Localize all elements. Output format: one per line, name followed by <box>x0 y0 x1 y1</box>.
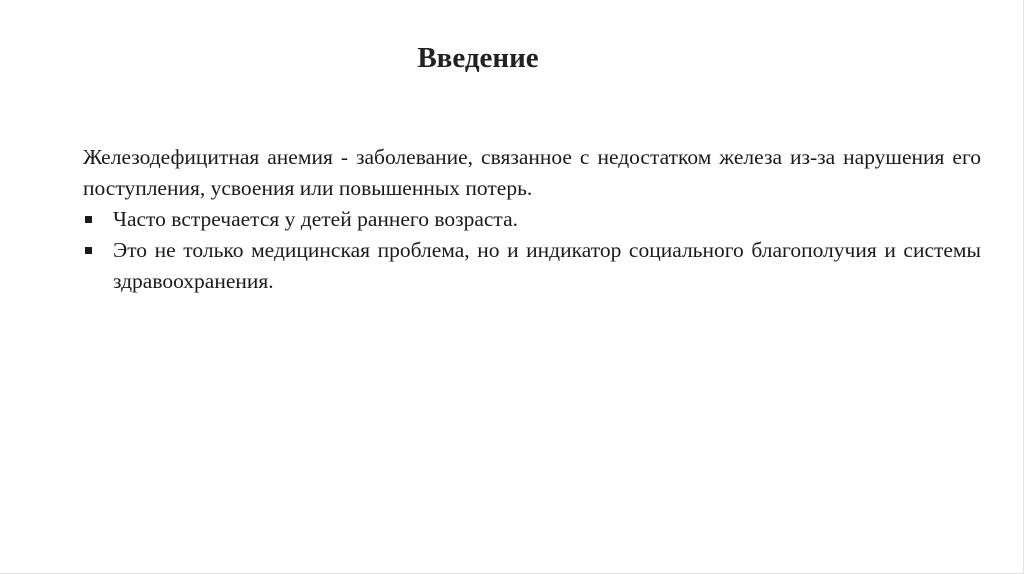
bullet-text: Часто встречается у детей раннего возраста. <box>113 207 518 231</box>
bullet-text: Это не только медицинская проблема, но и индикатор социального благополучия и системы здравоохранения. <box>113 238 981 293</box>
bullet-list <box>83 204 981 297</box>
slide-body <box>83 142 981 297</box>
square-bullet-icon <box>85 247 92 254</box>
square-bullet-icon <box>85 216 92 223</box>
bullet-item <box>83 235 981 297</box>
intro-paragraph: Железодефицитная анемия - заболевание, связанное с недостатком железа из-за нарушения его поступления, усвоения или повышенных потерь. <box>83 145 981 200</box>
bullet-item <box>83 204 981 235</box>
slide-title: Введение <box>417 42 539 74</box>
